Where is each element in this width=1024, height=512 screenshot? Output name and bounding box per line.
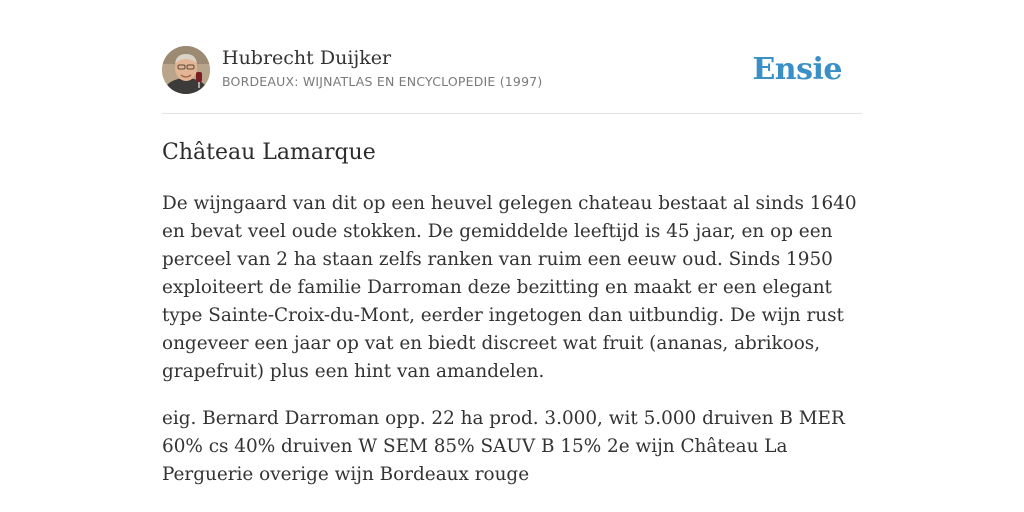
author-avatar[interactable] <box>162 46 210 94</box>
article-paragraph-facts: eig. Bernard Darroman opp. 22 ha prod. 3.000, wit 5.000 druiven B MER 60% cs 40% druiven W SEM 85% SAUV B 15% 2e wijn Château La Perguerie overige wijn Bordeaux rouge <box>162 408 845 485</box>
author-name[interactable]: Hubrecht Duijker <box>222 47 392 69</box>
avatar-portrait-icon <box>162 46 210 94</box>
article-body <box>162 190 862 508</box>
header-divider <box>162 113 862 114</box>
source-title[interactable]: BORDEAUX: WIJNATLAS EN ENCYCLOPEDIE (1997) <box>222 74 543 89</box>
ensie-logo[interactable]: Ensie <box>752 52 842 87</box>
header <box>162 46 862 96</box>
article-paragraph-description: De wijngaard van dit op een heuvel gelegen chateau bestaat al sinds 1640 en bevat veel oude stokken. De gemiddelde leeftijd is 45 jaar, en op een perceel van 2 ha staan zelfs ranken van ruim een eeuw oud. Sinds 1950 exploiteert de familie Darroman deze bezitting en maakt er een elegant type Sainte-Croix-du-Mont, eerder ingetogen dan uitbundig. De wijn rust ongeveer een jaar op vat en biedt discreet wat fruit (ananas, abrikoos, grapefruit) plus een hint van amandelen. <box>162 193 857 382</box>
article-title: Château Lamarque <box>162 140 376 165</box>
